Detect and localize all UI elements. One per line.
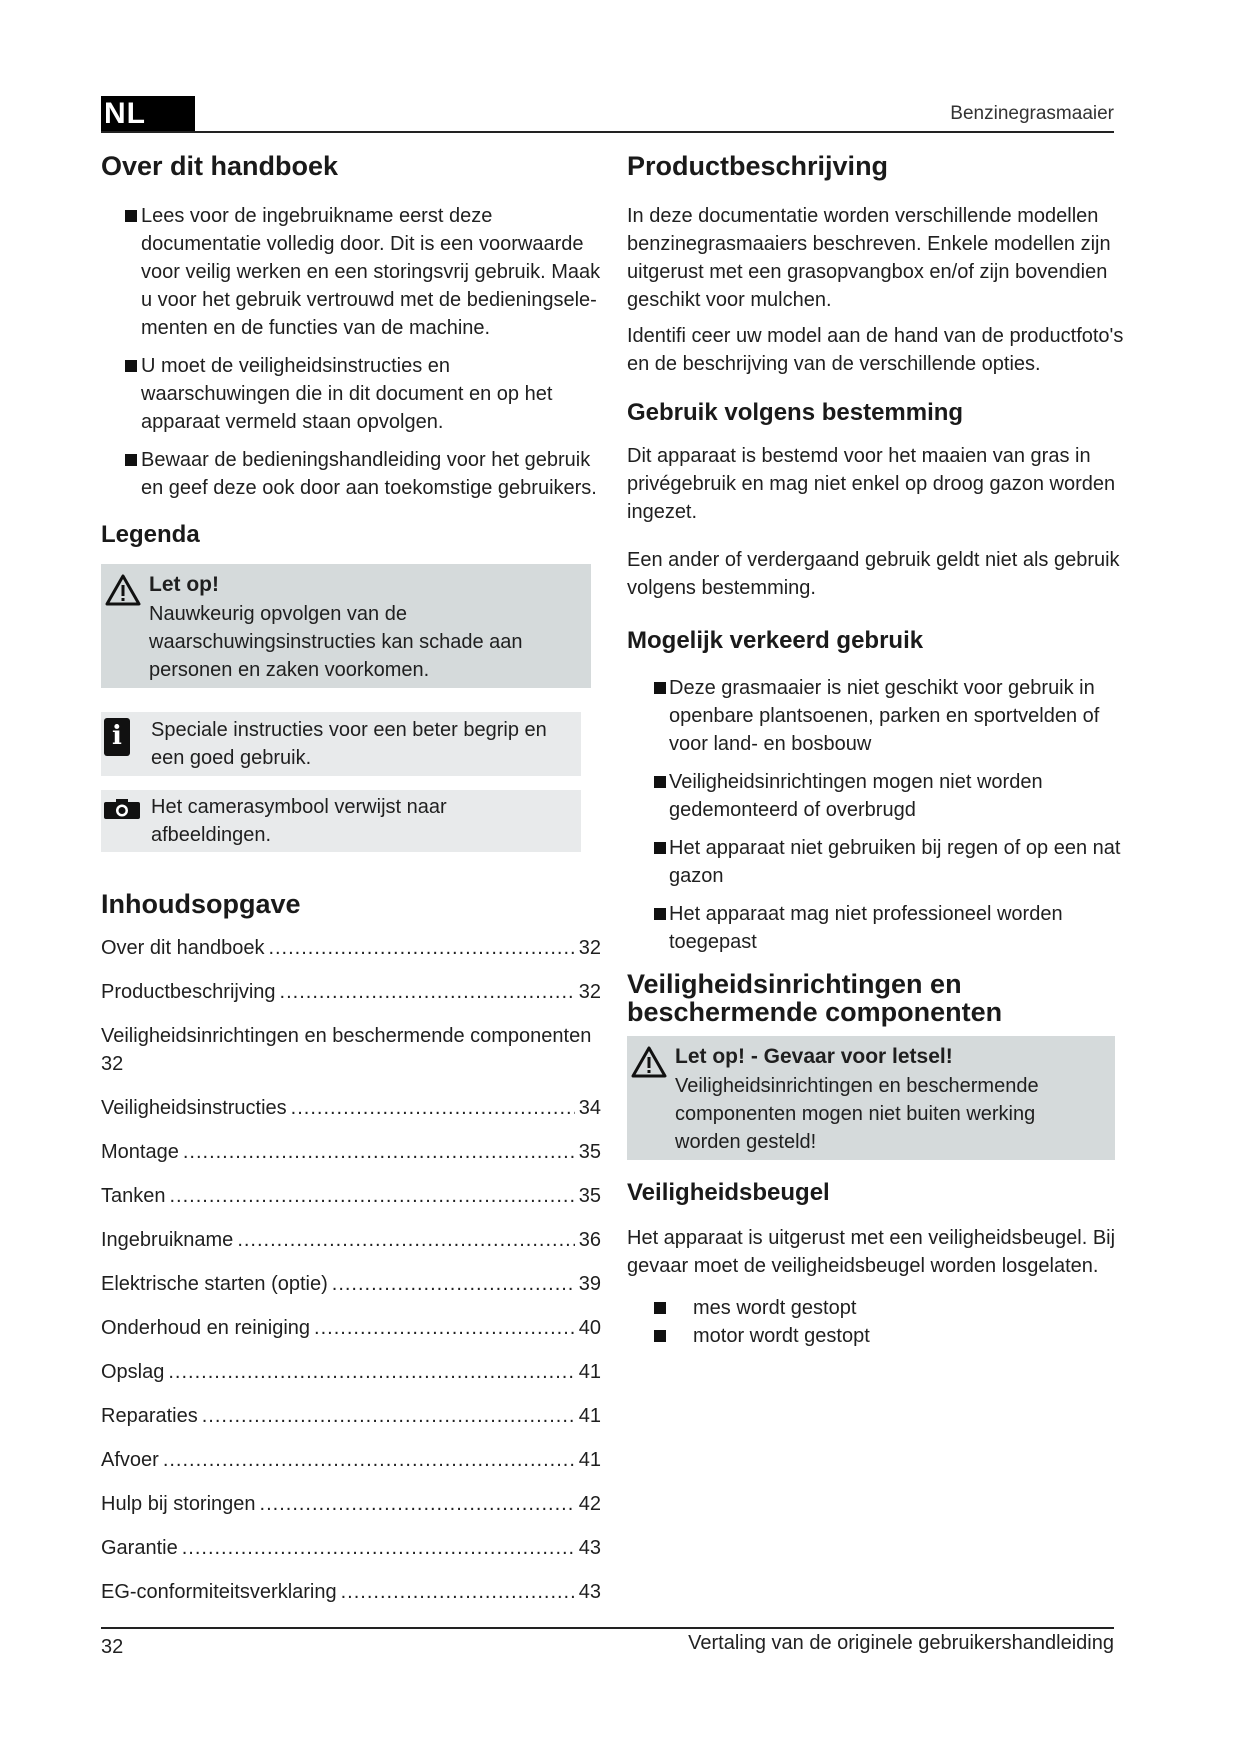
- bullet-square-icon: [654, 1330, 666, 1342]
- list-item: Deze grasmaaier is niet geschikt voor gebruik in openbare plantsoenen, parken en sportvelden of voor land- en bosbouw: [627, 674, 1142, 758]
- toc-entry[interactable]: Veiligheidsinrichtingen en beschermende componenten 32: [101, 1025, 592, 1075]
- language-badge: NL: [101, 96, 195, 132]
- list-item: U moet de veiligheidsinstructies en waarschuwingen die in dit document en op het apparaat vermeld staan opvolgen.: [101, 352, 601, 436]
- bullet-square-icon: [654, 1302, 666, 1314]
- bullet-square-icon: [125, 210, 137, 222]
- footer-text: Vertaling van de originele gebruikershandleiding: [688, 1632, 1114, 1654]
- product-paragraph-2: Identifi ceer uw model aan de hand van de productfoto's en de beschrijving van de verschillende opties.: [627, 325, 1124, 375]
- legend-warning-box: [101, 564, 591, 688]
- footer-divider: [101, 1627, 1114, 1629]
- safety-heading: Veiligheidsinrichtingen en beschermende componenten: [627, 969, 1003, 1027]
- list-item: motor wordt gestopt: [627, 1322, 1142, 1350]
- safety-warning-box: [627, 1036, 1115, 1160]
- legend-warning-title: Let op!: [149, 573, 219, 596]
- bullet-square-icon: [654, 776, 666, 788]
- bracket-paragraph: Het apparaat is uitgerust met een veiligheidsbeugel. Bij gevaar moet de veiligheidsbeugel worden losgelaten.: [627, 1227, 1116, 1277]
- toc-entry[interactable]: Montage ..... 35: [101, 1138, 601, 1182]
- bullet-square-icon: [125, 454, 137, 466]
- toc-entry[interactable]: Hulp bij storingen ..... 42: [101, 1490, 601, 1534]
- product-heading: Productbeschrijving: [627, 151, 889, 181]
- intended-use-heading: Gebruik volgens bestemming: [627, 399, 964, 426]
- right-column: [627, 150, 1142, 1350]
- legend-camera-text: Het camerasymbool verwijst naar afbeeldingen.: [151, 796, 447, 846]
- table-of-contents: [101, 934, 601, 1622]
- toc-entry[interactable]: Opslag ..... 41: [101, 1358, 601, 1402]
- bracket-heading: Veiligheidsbeugel: [627, 1179, 830, 1206]
- toc-entry[interactable]: Reparaties ..... 41: [101, 1402, 601, 1446]
- toc-entry[interactable]: Onderhoud en reiniging ..... 40: [101, 1314, 601, 1358]
- legend-info-text: Speciale instructies voor een beter begrip en een goed gebruik.: [151, 719, 547, 769]
- product-paragraph-1: In deze documentatie worden verschillende modellen benzinegrasmaaiers beschreven. Enkele modellen zijn uitgerust met een grasopvangbox en/of zijn bovendien geschikt voor mulchen.: [627, 205, 1111, 311]
- toc-entry[interactable]: Elektrische starten (optie) ..... 39: [101, 1270, 601, 1314]
- intended-use-paragraph-1: Dit apparaat is bestemd voor het maaien van gras in privégebruik en mag niet enkel op droog gazon worden ingezet.: [627, 445, 1116, 523]
- safety-warning-text: Veiligheidsinrichtingen en beschermende componenten mogen niet buiten werking worden gesteld!: [675, 1075, 1039, 1153]
- header-divider: [101, 131, 1114, 133]
- legend-heading: Legenda: [101, 521, 200, 548]
- page-number: 32: [101, 1636, 124, 1658]
- list-item: mes wordt gestopt: [627, 1294, 1142, 1322]
- list-item: Het apparaat mag niet professioneel worden toegepast: [627, 900, 1142, 956]
- bullet-square-icon: [654, 908, 666, 920]
- bullet-square-icon: [654, 842, 666, 854]
- bullet-square-icon: [654, 682, 666, 694]
- toc-heading: Inhoudsopgave: [101, 889, 301, 919]
- misuse-bullet-list: [627, 674, 1142, 956]
- misuse-heading: Mogelijk verkeerd gebruik: [627, 627, 924, 654]
- list-item: Het apparaat niet gebruiken bij regen of op een nat gazon: [627, 834, 1142, 890]
- legend-warning-text: Nauwkeurig opvolgen van de waarschuwingsinstructies kan schade aan personen en zaken voorkomen.: [149, 603, 523, 681]
- warning-triangle-icon: [105, 574, 141, 606]
- toc-entry[interactable]: Garantie ..... 43: [101, 1534, 601, 1578]
- safety-warning-title: Let op! - Gevaar voor letsel!: [675, 1045, 953, 1068]
- about-heading: Over dit handboek: [101, 151, 339, 181]
- bracket-bullet-list: [627, 1294, 1142, 1350]
- legend-camera-box: [101, 790, 581, 852]
- toc-entry[interactable]: Productbeschrijving ..... 32: [101, 978, 601, 1022]
- list-item: Lees voor de ingebruikname eerst deze documentatie volledig door. Dit is een voorwaarde voor veilig werken en een storingsvrij gebruik. Maak u voor het gebruik vertrouwd met de bedieningsele-menten en de functies van de machine.: [101, 202, 601, 342]
- intended-use-paragraph-2: Een ander of verdergaand gebruik geldt niet als gebruik volgens bestemming.: [627, 549, 1120, 599]
- list-item: Veiligheidsinrichtingen mogen niet worden gedemonteerd of overbrugd: [627, 768, 1142, 824]
- toc-entry[interactable]: Veiligheidsinstructies ..... 34: [101, 1094, 601, 1138]
- toc-entry[interactable]: Tanken ..... 35: [101, 1182, 601, 1226]
- legend-info-box: [101, 712, 581, 776]
- header-product-title: Benzinegrasmaaier: [950, 103, 1114, 124]
- toc-entry[interactable]: EG-conformiteitsverklaring ..... 43: [101, 1578, 601, 1622]
- warning-triangle-icon: [631, 1046, 667, 1078]
- toc-entry[interactable]: Over dit handboek ..... 32: [101, 934, 601, 978]
- camera-icon: [103, 798, 141, 820]
- list-item: Bewaar de bedieningshandleiding voor het gebruik en geef deze ook door aan toekomstige gebruikers.: [101, 446, 601, 502]
- toc-entry[interactable]: Afvoer ..... 41: [101, 1446, 601, 1490]
- info-icon: i: [104, 718, 130, 756]
- about-bullet-list: [101, 202, 601, 502]
- bullet-square-icon: [125, 360, 137, 372]
- toc-entry[interactable]: Ingebruikname ..... 36: [101, 1226, 601, 1270]
- left-column: [101, 150, 601, 1622]
